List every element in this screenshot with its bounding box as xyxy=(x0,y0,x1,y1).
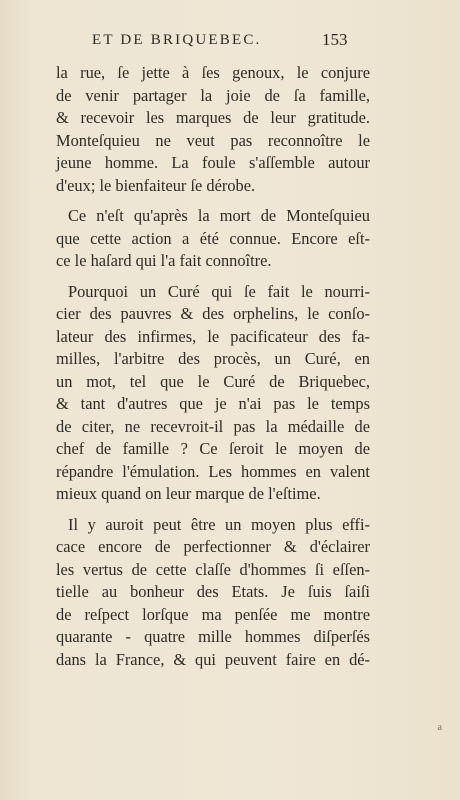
text-line: quarante - quatre mille hommes diſperſés xyxy=(56,627,370,646)
paragraph-1 xyxy=(56,62,370,197)
text-line: répandre l'émulation. Les hommes en valent xyxy=(56,461,370,481)
text-line: que cette action a été connue. Encore eſt- xyxy=(56,228,370,248)
text-line: dans la France, & qui peuvent faire en dé- xyxy=(56,649,370,669)
printer-mark: a xyxy=(437,722,442,733)
text-line: Pourquoi un Curé qui ſe fait le nourri- xyxy=(68,281,370,301)
text-line: Il y auroit peut être un moyen plus effi- xyxy=(68,514,370,534)
text-line: ce le haſard qui l'a fait connoître. xyxy=(56,251,272,270)
paragraph-3 xyxy=(56,281,370,506)
text-line: cier des pauvres & des orphelins, le conſo- xyxy=(56,304,370,323)
text-line: cace encore de perfectionner & d'éclairer xyxy=(56,537,370,556)
text-line: mieux quand on leur marque de l'eſtime. xyxy=(56,484,321,503)
text-line: d'eux; le bienfaiteur ſe dérobe. xyxy=(56,175,256,195)
text-line: de citer, ne recevroit-il pas la médaille de xyxy=(56,416,370,436)
page-number: 153 xyxy=(322,30,348,49)
text-line: lateur des infirmes, le pacificateur des fa- xyxy=(56,326,370,346)
text-line: jeune homme. La foule s'aſſemble autour xyxy=(56,153,370,172)
running-header: ET DE BRIQUEBEC. xyxy=(92,32,262,48)
text-line: de venir partager la joie de ſa famille, xyxy=(56,85,370,105)
text-line: milles, l'arbitre des procès, un Curé, en xyxy=(56,349,370,368)
text-line: de reſpect lorſque ma penſée me montre xyxy=(56,604,370,624)
text-line: Monteſquieu ne veut pas reconnoître le xyxy=(56,130,370,150)
text-line: & tant d'autres que je n'ai pas le temps xyxy=(56,394,370,413)
body-text xyxy=(56,62,370,679)
text-line: un mot, tel que le Curé de Briquebec, xyxy=(56,371,370,391)
text-line: la rue, ſe jette à ſes genoux, le conjure xyxy=(56,63,370,82)
text-line: les vertus de cette claſſe d'hommes ſi eſſen- xyxy=(56,559,370,579)
text-line: & recevoir les marques de leur gratitude. xyxy=(56,108,370,127)
paragraph-2 xyxy=(56,205,370,273)
paragraph-4 xyxy=(56,514,370,672)
text-line: tielle au bonheur des Etats. Je ſuis ſaiſi xyxy=(56,582,370,601)
text-line: Ce n'eſt qu'après la mort de Monteſquieu xyxy=(68,206,370,225)
text-line: chef de famille ? Ce ſeroit le moyen de xyxy=(56,439,370,458)
